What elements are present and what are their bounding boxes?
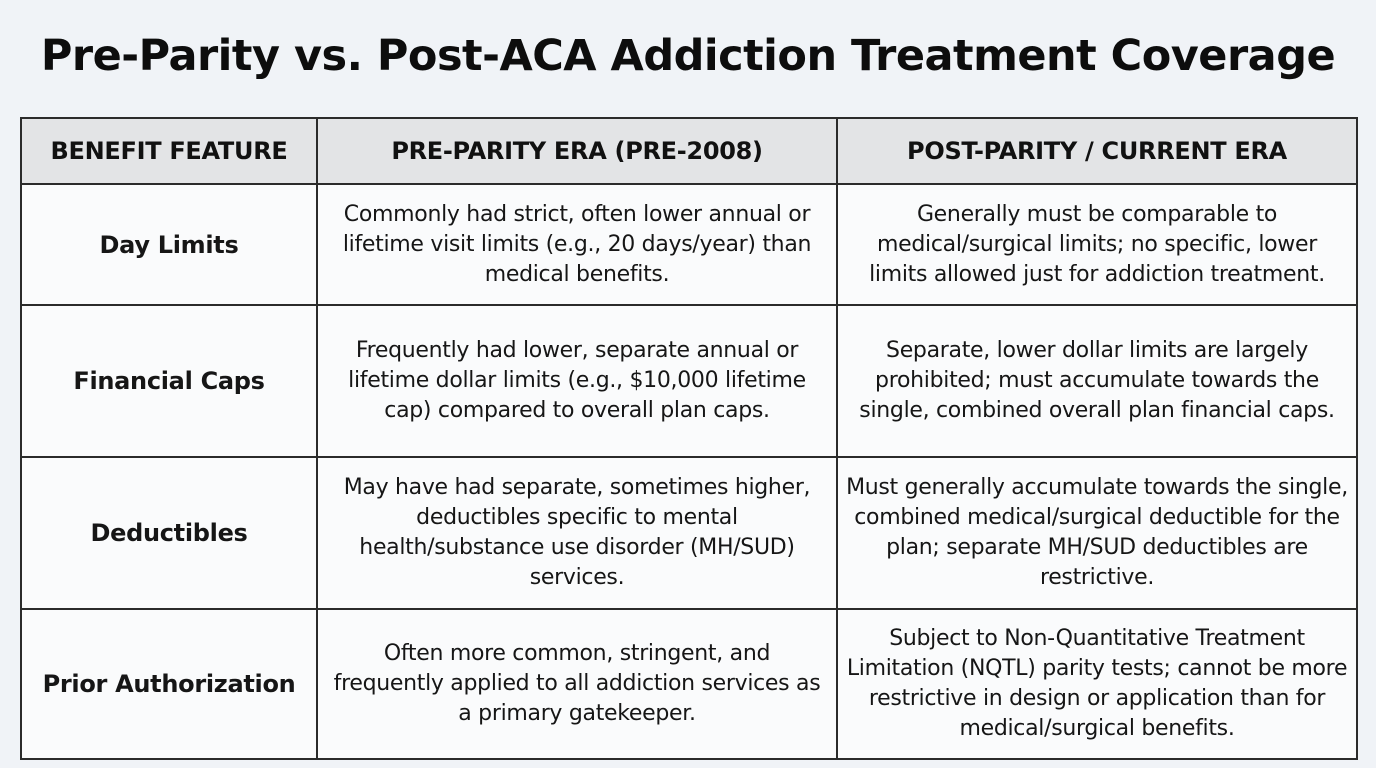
feature-cell: Deductibles — [21, 457, 317, 609]
header-pre-parity-era: PRE-PARITY ERA (PRE-2008) — [317, 118, 837, 184]
feature-cell: Financial Caps — [21, 305, 317, 457]
comparison-table — [20, 117, 1358, 760]
post-parity-cell: Separate, lower dollar limits are largely prohibited; must accumulate towards the single, combined overall plan financial caps. — [837, 305, 1357, 457]
pre-parity-cell: Often more common, stringent, and frequently applied to all addiction services as a primary gatekeeper. — [317, 609, 837, 759]
post-parity-cell: Generally must be comparable to medical/surgical limits; no specific, lower limits allowed just for addiction treatment. — [837, 184, 1357, 305]
feature-cell: Prior Authorization — [21, 609, 317, 759]
pre-parity-cell: May have had separate, sometimes higher, deductibles specific to mental health/substance use disorder (MH/SUD) services. — [317, 457, 837, 609]
post-parity-cell: Must generally accumulate towards the single, combined medical/surgical deductible for the plan; separate MH/SUD deductibles are restrictive. — [837, 457, 1357, 609]
table-row — [21, 457, 1357, 609]
pre-parity-cell: Frequently had lower, separate annual or lifetime dollar limits (e.g., $10,000 lifetime cap) compared to overall plan caps. — [317, 305, 837, 457]
table-row — [21, 609, 1357, 759]
header-benefit-feature: BENEFIT FEATURE — [21, 118, 317, 184]
page-title: Pre-Parity vs. Post-ACA Addiction Treatment Coverage — [40, 31, 1336, 81]
table-row — [21, 305, 1357, 457]
feature-cell: Day Limits — [21, 184, 317, 305]
table-row — [21, 184, 1357, 305]
header-post-parity-era: POST-PARITY / CURRENT ERA — [837, 118, 1357, 184]
pre-parity-cell: Commonly had strict, often lower annual or lifetime visit limits (e.g., 20 days/year) than medical benefits. — [317, 184, 837, 305]
header-row — [21, 118, 1357, 184]
post-parity-cell: Subject to Non-Quantitative Treatment Limitation (NQTL) parity tests; cannot be more restrictive in design or application than for medical/surgical benefits. — [837, 609, 1357, 759]
